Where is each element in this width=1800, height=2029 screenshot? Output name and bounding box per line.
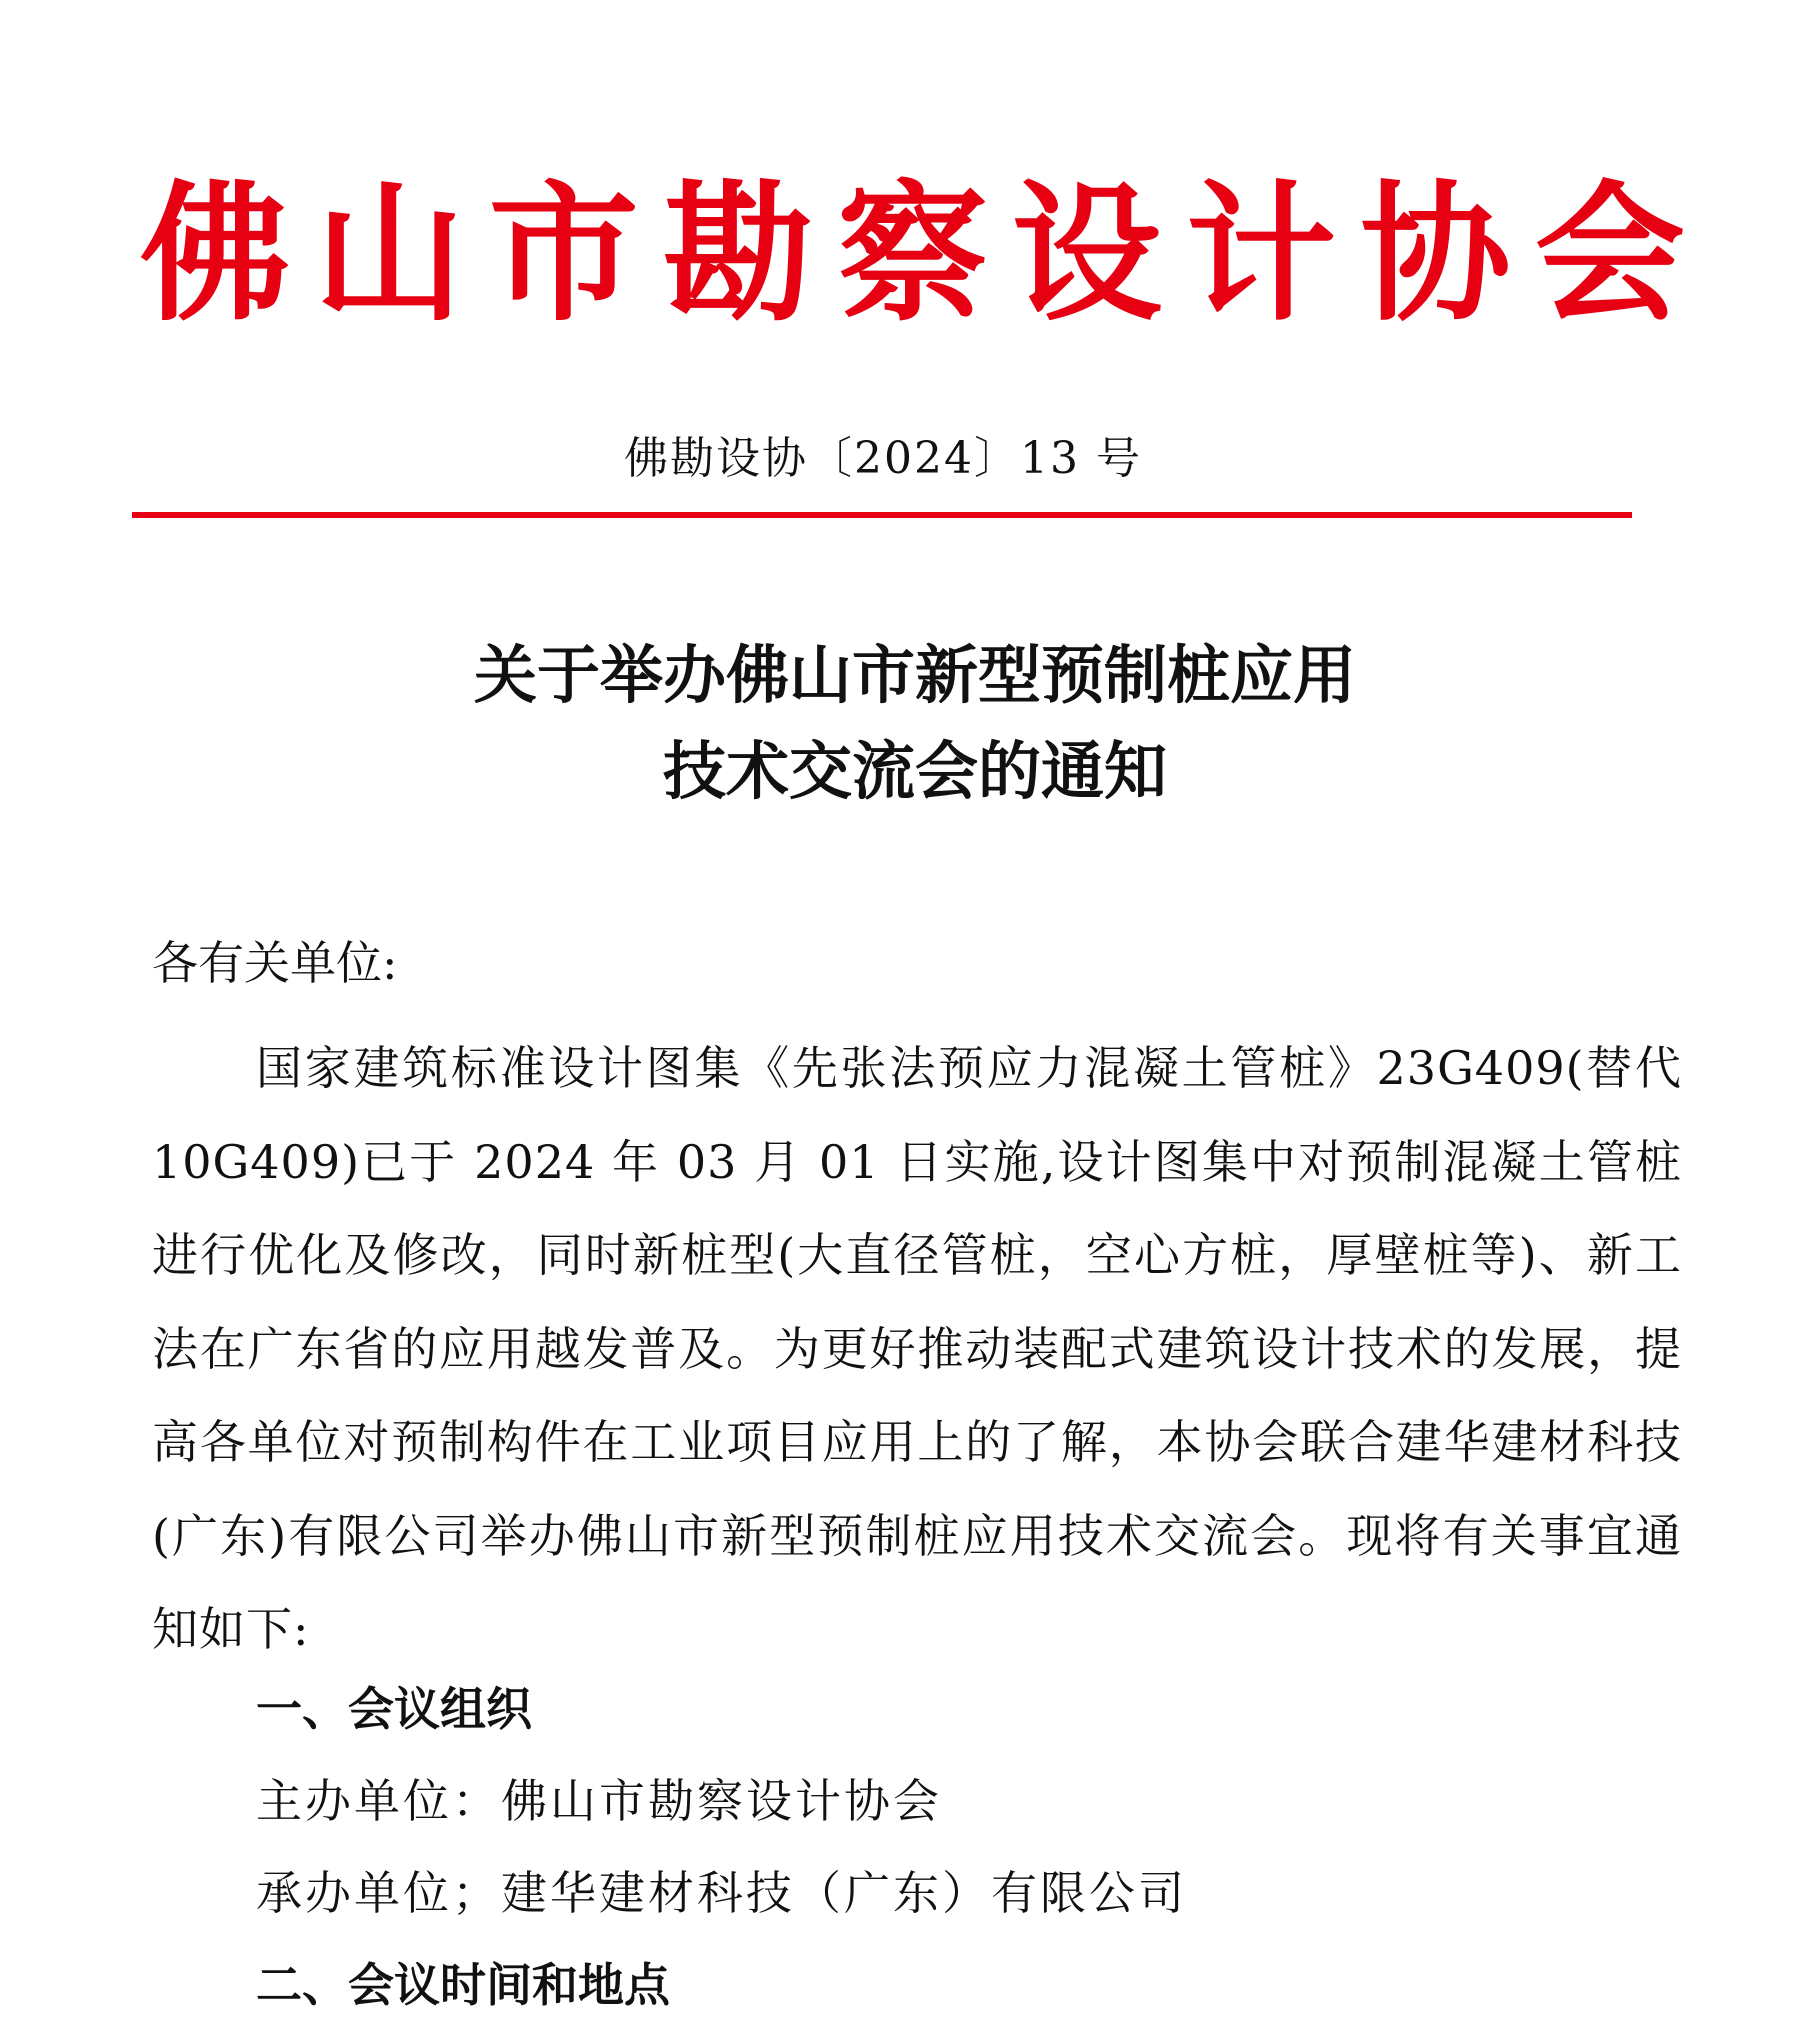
org-name-char: 协 [1360, 168, 1511, 342]
org-name-char: 市 [488, 168, 639, 342]
org-name-char: 山 [314, 168, 465, 342]
letterhead-org-name [140, 165, 1685, 345]
org-name-char: 设 [1011, 168, 1162, 342]
org-name-char: 计 [1186, 168, 1337, 342]
salutation: 各有关单位: [152, 936, 398, 990]
org-name-char: 勘 [663, 168, 814, 342]
section-heading-organization: 一、会议组织 [256, 1682, 532, 1736]
notice-title-line-2: 技术交流会的通知 [663, 735, 1167, 808]
notice-title-line-1: 关于举办佛山市新型预制桩应用 [474, 639, 1356, 712]
notice-title [0, 628, 1800, 820]
org-name-char: 佛 [140, 168, 291, 342]
section-heading-time-location: 二、会议时间和地点 [256, 1958, 670, 2012]
co-organizer-line: 承办单位；建华建材科技（广东）有限公司 [256, 1866, 1187, 1920]
host-organizer-line: 主办单位：佛山市勘察设计协会 [256, 1774, 942, 1828]
org-name-char: 察 [837, 168, 988, 342]
org-name-char: 会 [1534, 168, 1685, 342]
document-number: 佛勘设协〔2024〕13 号 [624, 433, 1142, 484]
body-paragraph: 国家建筑标准设计图集《先张法预应力混凝土管桩》23G409(替代 10G409)已于 2024 年 03 月 01 日实施,设计图集中对预制混凝土管桩进行优化及修改，同时新桩型(大直径管桩，空心方桩，厚壁桩等)、新工法在广东省的应用越发普及。为更好推动装配式建筑设计技术的发展，提高各单位对预制构件在工业项目应用上的了解，本协会联合建华建材科技(广东)有限公司举办佛山市新型预制桩应用技术交流会。现将有关事宜通知如下: [152, 1041, 1682, 1656]
letterhead-divider [132, 512, 1632, 518]
